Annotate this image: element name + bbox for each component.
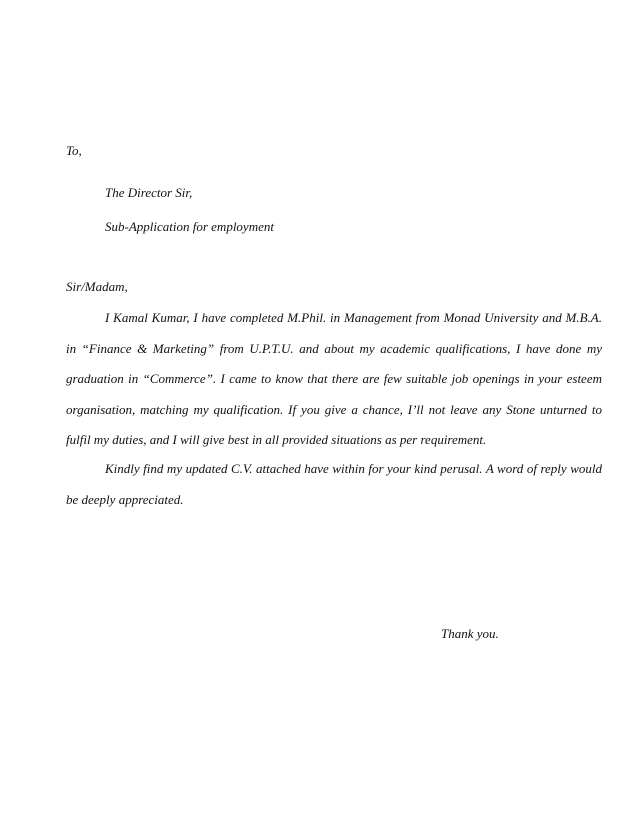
- body-paragraph-1: I Kamal Kumar, I have completed M.Phil. in Management from Monad University and M.B.A. in “Finance & Marketing” from U.P.T.U. and about my academic qualifications, I have done my graduation in “Commerce”. I came to know that there are few suitable job openings in your esteem organisation, matching my qualification. If you give a chance, I’ll not leave any Stone unturned to fulfil my duties, and I will give best in all provided situations as per requirement.: [66, 310, 602, 447]
- subject-line: Sub-Application for employment: [105, 219, 274, 234]
- body-paragraph-2: Kindly find my updated C.V. attached have within for your kind perusal. A word of reply would be deeply appreciated.: [66, 461, 602, 507]
- salutation-to: To,: [66, 143, 82, 158]
- recipient-line: The Director Sir,: [105, 185, 193, 200]
- closing-line: Thank you.: [441, 626, 499, 641]
- greeting-line: Sir/Madam,: [66, 279, 128, 294]
